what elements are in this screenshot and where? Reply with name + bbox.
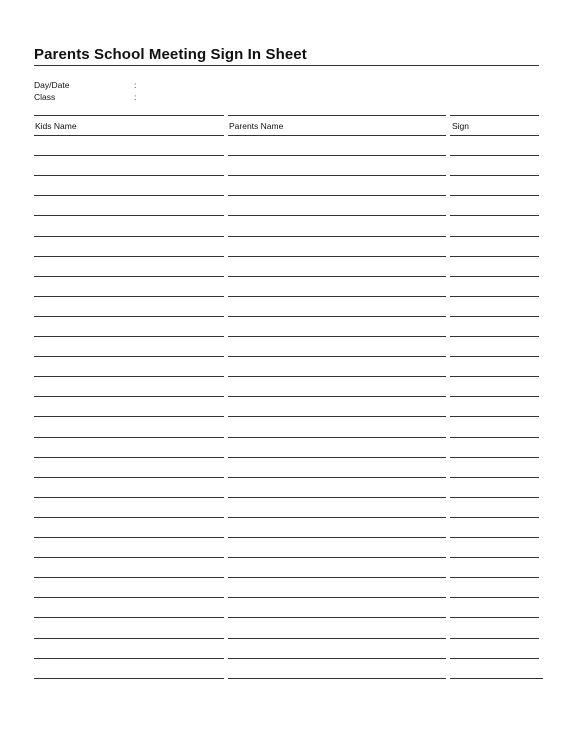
sign-line (450, 256, 539, 257)
kids-name-line (34, 376, 224, 377)
page-title: Parents School Meeting Sign In Sheet (34, 46, 307, 63)
parents-name-line (228, 195, 446, 196)
kids-name-line (34, 477, 224, 478)
kids-name-line (34, 296, 224, 297)
kids-name-line (34, 336, 224, 337)
parents-name-line (228, 236, 446, 237)
parents-name-line (228, 537, 446, 538)
kids-name-line (34, 638, 224, 639)
parents-name-line (228, 376, 446, 377)
parents-name-line (228, 215, 446, 216)
sign-line (450, 537, 539, 538)
sign-line (450, 678, 543, 679)
sign-line (450, 437, 539, 438)
sign-line (450, 236, 539, 237)
parents-name-line (228, 316, 446, 317)
parents-name-line (228, 617, 446, 618)
parents-name-line (228, 256, 446, 257)
parents-name-line (228, 155, 446, 156)
parents-name-line (228, 296, 446, 297)
sign-line (450, 175, 539, 176)
class-label: Class (34, 92, 56, 102)
parents-name-line (228, 396, 446, 397)
column-header-parents-name: Parents Name (229, 121, 284, 131)
parents-name-line (228, 658, 446, 659)
kids-name-line (34, 356, 224, 357)
parents-name-line (228, 477, 446, 478)
sign-line (450, 557, 539, 558)
sign-line (450, 376, 539, 377)
kids-name-line (34, 497, 224, 498)
kids-name-line (34, 437, 224, 438)
parents-name-line (228, 175, 446, 176)
parents-name-line (228, 276, 446, 277)
sign-line (450, 155, 539, 156)
sign-line (450, 195, 539, 196)
column-header-kids-name: Kids Name (35, 121, 77, 131)
sign-line (450, 276, 539, 277)
kids-name-line (34, 155, 224, 156)
kids-name-line (34, 236, 224, 237)
kids-name-line (34, 457, 224, 458)
kids-name-line (34, 557, 224, 558)
kids-name-line (34, 416, 224, 417)
kids-name-line (34, 537, 224, 538)
kids-name-line (34, 215, 224, 216)
parents-name-line (228, 557, 446, 558)
parents-name-line (228, 336, 446, 337)
sign-line (450, 416, 539, 417)
kids-name-line (34, 316, 224, 317)
parents-name-line (228, 356, 446, 357)
kids-name-line (34, 577, 224, 578)
sign-line (450, 638, 539, 639)
sign-line (450, 215, 539, 216)
sign-line (450, 356, 539, 357)
sign-line (450, 577, 539, 578)
parents-name-line (228, 497, 446, 498)
sign-line (450, 396, 539, 397)
sign-line (450, 296, 539, 297)
kids-name-line (34, 135, 224, 136)
kids-name-line (34, 276, 224, 277)
kids-name-line (34, 195, 224, 196)
kids-name-line (34, 678, 224, 679)
sign-line (450, 135, 539, 136)
sign-line (450, 517, 539, 518)
parents-name-line (228, 597, 446, 598)
class-colon: : (134, 92, 137, 102)
day-date-label: Day/Date (34, 80, 70, 90)
day-date-colon: : (134, 80, 137, 90)
parents-name-line (228, 437, 446, 438)
sign-line (450, 597, 539, 598)
column-header-sign: Sign (452, 121, 470, 131)
kids-name-line (34, 517, 224, 518)
parents-name-line (228, 416, 446, 417)
sign-line (450, 658, 539, 659)
parents-name-line (228, 457, 446, 458)
kids-name-line (34, 256, 224, 257)
sign-line (450, 336, 539, 337)
kids-name-line (34, 597, 224, 598)
kids-name-line (34, 617, 224, 618)
sign-line (450, 477, 539, 478)
parents-name-line (228, 638, 446, 639)
sign-line (450, 457, 539, 458)
kids-name-line (34, 396, 224, 397)
kids-name-line (34, 658, 224, 659)
parents-name-line (228, 577, 446, 578)
sign-line (450, 497, 539, 498)
sign-line (450, 316, 539, 317)
parents-name-line (228, 517, 446, 518)
kids-name-line (34, 175, 224, 176)
parents-name-line (228, 135, 446, 136)
sign-line (450, 617, 539, 618)
parents-name-line (228, 678, 446, 679)
